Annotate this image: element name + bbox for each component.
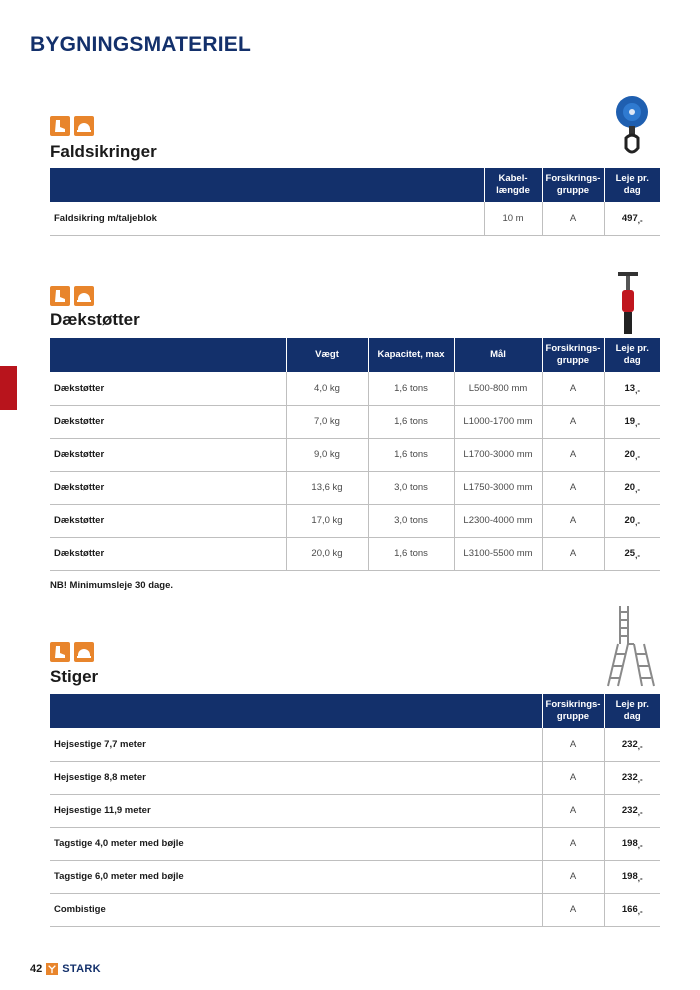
col-header: Kapacitet, max	[368, 338, 454, 372]
insurance-group: A	[542, 202, 604, 235]
ladder-image	[604, 604, 658, 688]
product-name: Dækstøtter	[54, 416, 105, 427]
product-name: Dækstøtter	[54, 548, 105, 559]
insurance-group: A	[542, 405, 604, 438]
capacity: 1,6 tons	[368, 537, 454, 570]
table-row	[50, 504, 660, 537]
table-row	[50, 438, 660, 471]
table-row	[50, 860, 660, 893]
capacity: 3,0 tons	[368, 504, 454, 537]
product-name: Dækstøtter	[54, 449, 105, 460]
weight: 13,6 kg	[286, 471, 368, 504]
size: L1750-3000 mm	[454, 471, 542, 504]
insurance-group: A	[542, 728, 604, 761]
insurance-group: A	[542, 537, 604, 570]
daily-price: $20_{,-}$	[604, 504, 660, 537]
table-row	[50, 728, 660, 761]
boot-icon	[50, 116, 70, 136]
footer	[30, 963, 101, 975]
insurance-group: A	[542, 471, 604, 504]
capacity: 1,6 tons	[368, 405, 454, 438]
col-header	[50, 168, 484, 202]
size: L1700-3000 mm	[454, 438, 542, 471]
table-header	[50, 338, 660, 372]
helmet-icon	[74, 116, 94, 136]
daily-price: $198_{,-}$	[604, 827, 660, 860]
insurance-group: A	[542, 827, 604, 860]
col-header: Mål	[454, 338, 542, 372]
fall-arrester-image	[612, 90, 652, 162]
chapter-tab	[0, 366, 17, 410]
col-header: Leje pr. dag	[604, 168, 660, 202]
minimum-rental-note: NB! Minimumsleje 30 dage.	[50, 580, 174, 591]
table-row	[50, 537, 660, 570]
table-row	[50, 794, 660, 827]
page-title: BYGNINGSMATERIEL	[30, 33, 251, 56]
product-name: Hejsestige 8,8 meter	[54, 772, 146, 783]
daily-price: $232_{,-}$	[604, 728, 660, 761]
daily-price: $232_{,-}$	[604, 794, 660, 827]
product-name: Faldsikring m/taljeblok	[54, 212, 157, 224]
section-title: Faldsikringer	[50, 142, 157, 161]
stiger-table	[50, 694, 660, 927]
product-name: Dækstøtter	[54, 515, 105, 526]
size: L3100-5500 mm	[454, 537, 542, 570]
table-row	[50, 372, 660, 405]
daily-price: $13_{,-}$	[604, 372, 660, 405]
safety-icons	[50, 116, 660, 136]
product-name: Tagstige 4,0 meter med bøjle	[54, 838, 184, 849]
daily-price: $25_{,-}$	[604, 537, 660, 570]
insurance-group: A	[542, 504, 604, 537]
col-header: Forsikrings- gruppe	[542, 694, 604, 728]
col-header	[50, 694, 542, 728]
product-name: Hejsestige 7,7 meter	[54, 738, 146, 750]
weight: 20,0 kg	[286, 537, 368, 570]
size: L1000-1700 mm	[454, 405, 542, 438]
table-row	[50, 761, 660, 794]
weight: 4,0 kg	[286, 372, 368, 405]
brand-name: STARK	[62, 963, 101, 975]
table-header	[50, 694, 660, 728]
section-title: Stiger	[50, 667, 99, 686]
table-header	[50, 168, 660, 202]
section-title: Dækstøtter	[50, 310, 140, 329]
daily-price: $198_{,-}$	[604, 860, 660, 893]
capacity: 1,6 tons	[368, 372, 454, 405]
insurance-group: A	[542, 438, 604, 471]
daekstotter-table	[50, 338, 660, 571]
section-faldsikringer	[50, 116, 660, 225]
daily-price: $19_{,-}$	[604, 405, 660, 438]
daily-price: $20_{,-}$	[604, 471, 660, 504]
insurance-group: A	[542, 761, 604, 794]
section-daekstotter	[50, 286, 660, 560]
safety-icons	[50, 286, 660, 306]
faldsikringer-table	[50, 168, 660, 236]
cable-length: 10 m	[484, 202, 542, 235]
boot-icon	[50, 642, 70, 662]
product-name: Dækstøtter	[54, 482, 105, 493]
capacity: 3,0 tons	[368, 471, 454, 504]
product-name: Tagstige 6,0 meter med bøjle	[54, 871, 184, 882]
col-header: Leje pr. dag	[604, 338, 660, 372]
helmet-icon	[74, 642, 94, 662]
daily-price: $166_{,-}$	[604, 893, 660, 926]
insurance-group: A	[542, 860, 604, 893]
table-row	[50, 202, 660, 235]
weight: 9,0 kg	[286, 438, 368, 471]
page-number: 42	[30, 963, 43, 975]
col-header: Forsikrings- gruppe	[542, 168, 604, 202]
table-row	[50, 893, 660, 926]
boot-icon	[50, 286, 70, 306]
col-header: Forsikrings- gruppe	[542, 338, 604, 372]
daily-price: $232_{,-}$	[604, 761, 660, 794]
daily-price: $20_{,-}$	[604, 438, 660, 471]
daily-price: $497_{,-}$	[604, 202, 660, 235]
col-header: Vægt	[286, 338, 368, 372]
col-header	[50, 338, 286, 372]
size: L2300-4000 mm	[454, 504, 542, 537]
table-row	[50, 405, 660, 438]
table-row	[50, 827, 660, 860]
col-header: Leje pr. dag	[604, 694, 660, 728]
weight: 17,0 kg	[286, 504, 368, 537]
section-stiger	[50, 642, 660, 916]
insurance-group: A	[542, 372, 604, 405]
product-name: Hejsestige 11,9 meter	[54, 805, 151, 816]
insurance-group: A	[542, 794, 604, 827]
product-name: Combistige	[54, 904, 106, 915]
size: L500-800 mm	[454, 372, 542, 405]
weight: 7,0 kg	[286, 405, 368, 438]
floor-prop-image	[614, 270, 642, 336]
safety-icons	[50, 642, 660, 662]
col-header: Kabel- længde	[484, 168, 542, 202]
capacity: 1,6 tons	[368, 438, 454, 471]
helmet-icon	[74, 286, 94, 306]
table-row	[50, 471, 660, 504]
stark-logo-icon	[46, 963, 58, 975]
insurance-group: A	[542, 893, 604, 926]
product-name: Dækstøtter	[54, 382, 105, 394]
